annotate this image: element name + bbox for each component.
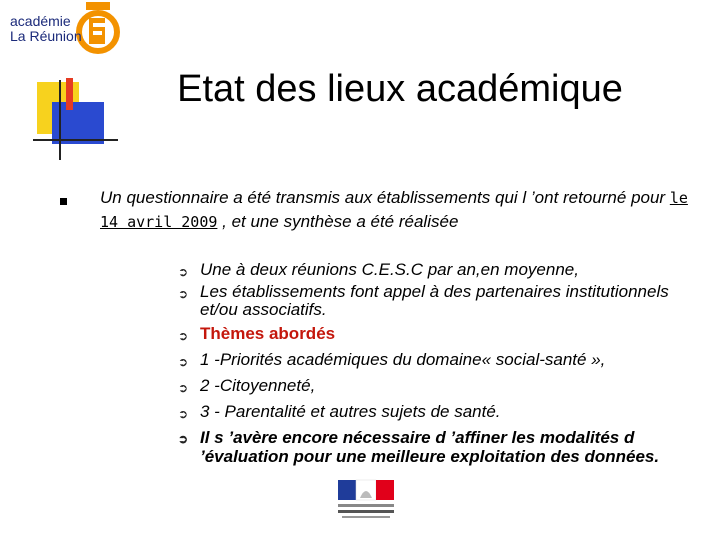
arrow-bullet-icon: ➲ xyxy=(178,355,189,369)
list-item-text: 2 -Citoyenneté, xyxy=(200,376,316,395)
logo-text xyxy=(10,14,82,44)
list-item xyxy=(178,260,698,280)
list-item xyxy=(178,350,698,370)
logo-line-academie: académie xyxy=(10,13,71,29)
intro-paragraph xyxy=(100,186,700,234)
list-item-text: Une à deux réunions C.E.S.C par an,en moyenne, xyxy=(200,260,579,279)
arrow-bullet-icon: ➲ xyxy=(178,381,189,395)
slide-title: Etat des lieux académique xyxy=(177,68,623,110)
republique-francaise-logo-icon xyxy=(332,478,400,524)
list-item-text: 1 -Priorités académiques du domaine« social-santé », xyxy=(200,350,606,369)
arrow-bullet-icon: ➲ xyxy=(178,329,189,343)
themes-heading: Thèmes abordés xyxy=(200,324,336,343)
findings-list xyxy=(178,260,698,466)
arrow-bullet-icon: ➲ xyxy=(178,265,189,279)
arrow-bullet-icon: ➲ xyxy=(178,407,189,421)
list-item xyxy=(178,402,698,422)
list-item xyxy=(178,283,698,319)
list-item xyxy=(178,428,698,466)
arrow-bullet-icon: ➲ xyxy=(178,287,189,301)
arrow-bullet-icon: ➲ xyxy=(178,432,189,446)
academie-e-emblem-icon xyxy=(76,2,120,60)
logo-line-reunion: La Réunion xyxy=(10,28,82,44)
conclusion-text: Il s ’avère encore nécessaire d ’affiner les modalités d ’évaluation pour une meilleure exploitation des données. xyxy=(200,428,660,466)
intro-date: le 14 avril 2009 xyxy=(100,189,688,231)
list-item-text: 3 - Parentalité et autres sujets de santé. xyxy=(200,402,501,421)
intro-text-before: Un questionnaire a été transmis aux établissements qui l ’ont retourné pour xyxy=(100,188,670,207)
list-item xyxy=(178,324,698,344)
list-item-text: Les établissements font appel à des partenaires institutionnels et/ou associatifs. xyxy=(200,282,669,319)
square-bullet-icon xyxy=(60,198,67,205)
intro-text-after: , et une synthèse a été réalisée xyxy=(217,212,459,231)
list-item xyxy=(178,376,698,396)
